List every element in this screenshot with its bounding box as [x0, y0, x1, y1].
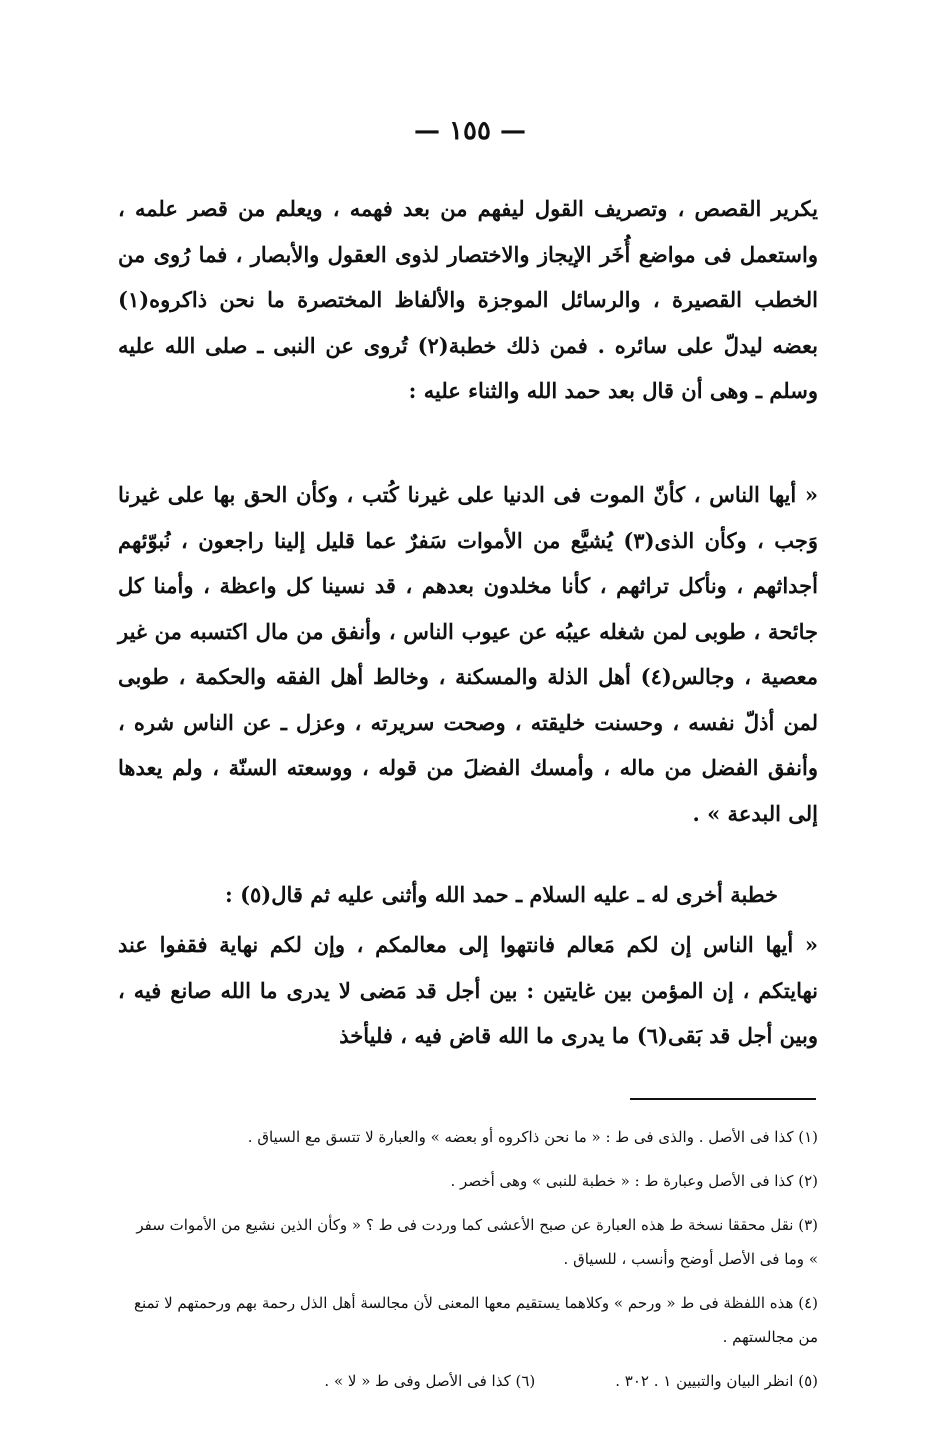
page-number: — ١٥٥ —: [413, 116, 527, 146]
sermon-text-block-2: [118, 922, 818, 1059]
footnote-row-last: [128, 1364, 818, 1398]
footnotes-section: [128, 1120, 818, 1398]
footnote-4: (٤) هذه اللفظة فى ط « ورحم » وكلاهما يستقيم معها المعنى لأن مجالسة أهل الذل رحمة بهم ورحمتهم لا تمنع من مجالستهم .: [133, 1294, 818, 1346]
footnote-2: (٢) كذا فى الأصل وعبارة ط : « خطبة للنبى » وهى أخصر .: [450, 1172, 818, 1190]
sermon-paragraph-2: « أيها الناس إن لكم مَعالم فانتهوا إلى معالمكم ، وإن لكم نهاية فقفوا عند نهايتكم ، إن المؤمن بين غايتين : بين أجل قد مَضى لا يدرى ما الله صانع فيه ، وبين أجل قد بَقى(٦) ما يدرى ما الله قاض فيه ، فليأخذ: [118, 932, 818, 1048]
body-text-block: [118, 186, 818, 414]
footnote-1: (١) كذا فى الأصل . والذى فى ط : « ما نحن ذاكروه أو بعضه » والعبارة لا تتسق مع السياق .: [247, 1128, 818, 1146]
section-heading: خطبة أخرى له ـ عليه السلام ـ حمد الله وأثنى عليه ثم قال(٥) :: [225, 882, 778, 907]
sermon-text-block: [118, 472, 818, 836]
footnote-6: (٦) كذا فى الأصل وفى ط « لا » .: [324, 1372, 536, 1390]
sermon-paragraph: « أيها الناس ، كأنّ الموت فى الدنيا على غيرنا كُتب ، وكأن الحق بها على غيرنا وَجب ، وكأن الذى(٣) يُشيَّع من الأموات سَفرٌ عما قليل إلينا راجعون ، نُبوّئهم أجداثهم ، ونأكل تراثهم ، كأنا مخلدون بعدهم ، قد نسينا كل واعظة ، وأمنا كل جائحة ، طوبى لمن شغله عيبُه عن عيوب الناس ، وأنفق من مال اكتسبه من غير معصية ، وجالس(٤) أهل الذلة والمسكنة ، وخالط أهل الفقه والحكمة ، طوبى لمن أذلّ نفسه ، وحسنت خليقته ، وصحت سريرته ، وعزل ـ عن الناس شره ، وأنفق الفضل من ماله ، وأمسك الفضلَ من قوله ، ووسعته السنّة ، ولم يعدها إلى البدعة » .: [118, 482, 819, 826]
footnote-5: (٥) انظر البيان والتبيين ١ . ٣٠٢ .: [615, 1372, 818, 1390]
body-paragraph: يكرير القصص ، وتصريف القول ليفهم من بعد فهمه ، ويعلم من قصر علمه ، واستعمل فى مواضع أُخَر الإيجاز والاختصار لذوى العقول والأبصار ، فما رُوى من الخطب القصيرة ، والرسائل الموجزة والألفاظ المختصرة ما نحن ذاكروه(١) بعضه ليدلّ على سائره . فمن ذلك خطبة(٢) تُروى عن النبى ـ صلى الله عليه وسلم ـ وهى أن قال بعد حمد الله والثناء عليه :: [118, 196, 819, 403]
footnote-3: (٣) نقل محققا نسخة ط هذه العبارة عن صبح الأعشى كما وردت فى ط ؟ « وكأن الذين نشيع من الأموات سفر » وما فى الأصل أوضح وأنسب ، للسياق .: [136, 1216, 818, 1268]
footnote-divider: [630, 1098, 816, 1100]
